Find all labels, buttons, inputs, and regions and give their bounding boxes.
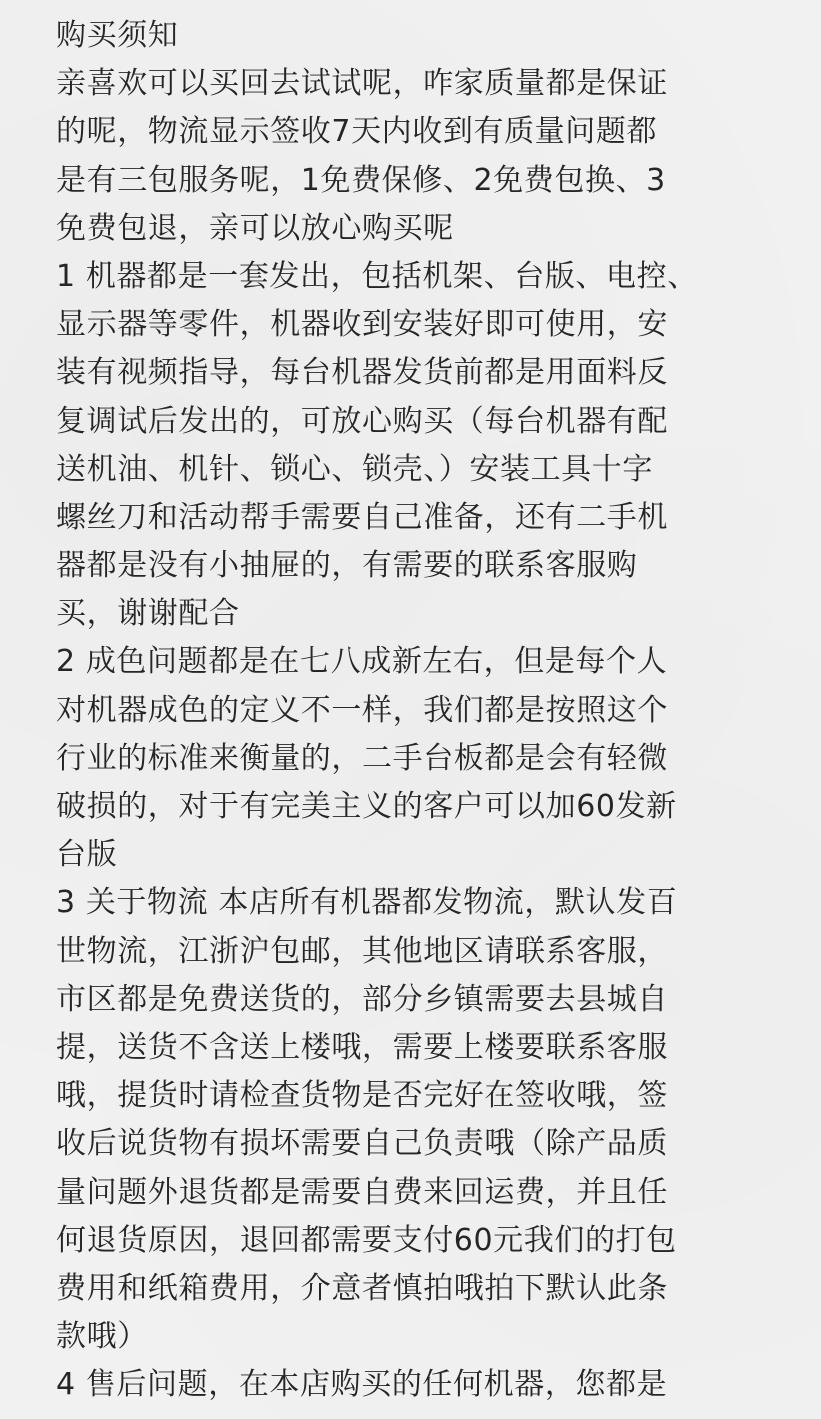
note-line: 4 售后问题，在本店购买的任何机器，您都是 (56, 1367, 668, 1403)
note-line: 量问题外退货都是需要自费来回运费，并且任 (56, 1174, 668, 1210)
note-line: 收后说货物有损坏需要自己负责哦（除产品质 (56, 1126, 668, 1162)
note-line: 对机器成色的定义不一样，我们都是按照这个 (56, 692, 668, 728)
note-line: 台版 (56, 837, 118, 873)
note-line: 送机油、机针、锁心、锁壳、）安装工具十字 (56, 451, 653, 487)
note-line: 3 关于物流 本店所有机器都发物流，默认发百 (56, 885, 678, 921)
note-line: 螺丝刀和活动帮手需要自己准备，还有二手机 (56, 499, 668, 535)
note-line: 2 成色问题都是在七八成新左右，但是每个人 (56, 644, 668, 680)
note-line: 显示器等零件，机器收到安装好即可使用，安 (56, 307, 668, 343)
note-body (56, 12, 786, 1409)
note-line: 破损的，对于有完美主义的客户可以加60发新 (56, 789, 677, 824)
note-line: 是有三包服务呢，1免费保修、2免费包换、3 (56, 162, 666, 198)
note-line: 买，谢谢配合 (56, 596, 240, 632)
note-line: 何退货原因，退回都需要支付60元我们的打包 (56, 1222, 677, 1258)
note-line: 1 机器都是一套发出，包括机架、台版、电控、 (56, 258, 698, 294)
note-line: 费用和纸箱费用，介意者慎拍哦拍下默认此条 (56, 1270, 668, 1306)
note-line: 器都是没有小抽屉的，有需要的联系客服购 (56, 548, 638, 584)
note-title: 购买须知 (56, 18, 179, 53)
note-line: 行业的标准来衡量的，二手台板都是会有轻微 (56, 740, 668, 776)
note-line: 亲喜欢可以买回去试试呢，咋家质量都是保证 (56, 66, 668, 102)
note-line: 款哦） (56, 1319, 148, 1355)
note-line: 免费包退，亲可以放心购买呢 (56, 210, 454, 246)
note-line: 市区都是免费送货的，部分乡镇需要去县城自 (56, 981, 668, 1017)
note-line: 世物流，江浙沪包邮，其他地区请联系客服， (56, 933, 668, 969)
note-line: 提，送货不含送上楼哦，需要上楼要联系客服 (56, 1029, 668, 1065)
note-line: 复调试后发出的，可放心购买（每台机器有配 (56, 403, 668, 439)
note-line: 的呢，物流显示签收7天内收到有质量问题都 (56, 114, 658, 150)
note-line: 装有视频指导，每台机器发货前都是用面料反 (56, 355, 668, 391)
note-line: 哦，提货时请检查货物是否完好在签收哦，签 (56, 1078, 668, 1114)
